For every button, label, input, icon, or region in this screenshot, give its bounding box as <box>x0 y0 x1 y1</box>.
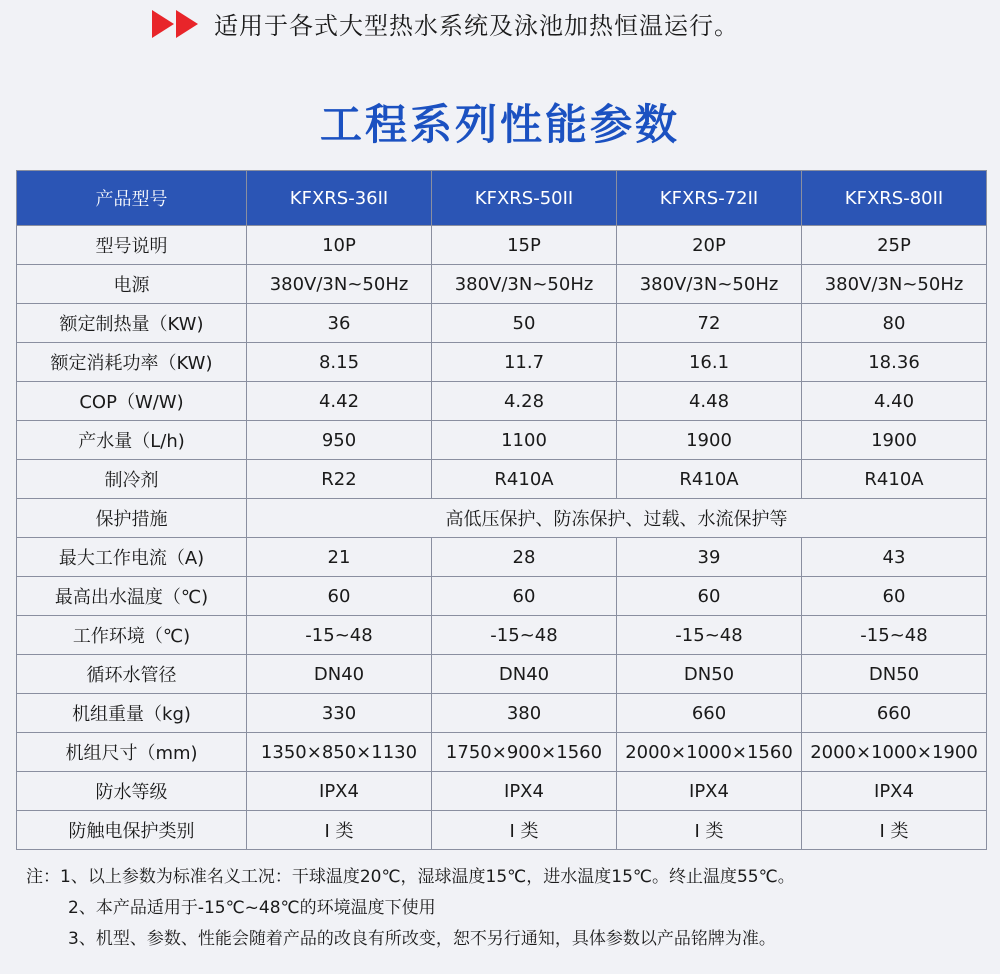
notes <box>26 862 795 955</box>
table-cell: 25P <box>802 226 987 265</box>
row-label: 额定消耗功率（KW) <box>17 343 247 382</box>
header-model-4: KFXRS-80II <box>802 171 987 226</box>
table-cell: R410A <box>617 460 802 499</box>
table-cell: 50 <box>432 304 617 343</box>
header-model-3: KFXRS-72II <box>617 171 802 226</box>
table-cell: 4.48 <box>617 382 802 421</box>
table-row <box>17 655 987 694</box>
table-cell: 16.1 <box>617 343 802 382</box>
table-cell: 380V/3N~50Hz <box>802 265 987 304</box>
header-model-1: KFXRS-36II <box>247 171 432 226</box>
table-cell: 21 <box>247 538 432 577</box>
table-row <box>17 226 987 265</box>
row-label: 额定制热量（KW) <box>17 304 247 343</box>
table-row <box>17 304 987 343</box>
table-cell: 36 <box>247 304 432 343</box>
table-cell: I 类 <box>802 811 987 850</box>
note-1: 注：1、以上参数为标准名义工况：干球温度20℃，湿球温度15℃，进水温度15℃。终止温度55℃。 <box>26 867 795 887</box>
table-cell: 1350×850×1130 <box>247 733 432 772</box>
row-label: 防触电保护类别 <box>17 811 247 850</box>
table-cell: IPX4 <box>247 772 432 811</box>
table-cell: 80 <box>802 304 987 343</box>
table-row <box>17 538 987 577</box>
table-cell: 1100 <box>432 421 617 460</box>
table-row <box>17 421 987 460</box>
table-cell: R22 <box>247 460 432 499</box>
table-cell: 60 <box>432 577 617 616</box>
row-label: 制冷剂 <box>17 460 247 499</box>
note-3: 3、机型、参数、性能会随着产品的改良有所改变，恕不另行通知，具体参数以产品铭牌为准。 <box>68 929 776 949</box>
row-label: 产水量（L/h) <box>17 421 247 460</box>
table-cell: 72 <box>617 304 802 343</box>
table-cell: I 类 <box>247 811 432 850</box>
table-row <box>17 382 987 421</box>
table-cell: IPX4 <box>617 772 802 811</box>
table-cell: 8.15 <box>247 343 432 382</box>
row-label: 循环水管径 <box>17 655 247 694</box>
table-row <box>17 733 987 772</box>
table-cell: 660 <box>617 694 802 733</box>
table-cell: IPX4 <box>432 772 617 811</box>
table-row <box>17 460 987 499</box>
table-cell: DN50 <box>617 655 802 694</box>
row-label: 保护措施 <box>17 499 247 538</box>
table-cell: 330 <box>247 694 432 733</box>
table-cell: 4.28 <box>432 382 617 421</box>
table-cell: 950 <box>247 421 432 460</box>
table-cell: DN40 <box>247 655 432 694</box>
header-model-2: KFXRS-50II <box>432 171 617 226</box>
table-row <box>17 811 987 850</box>
row-label: 型号说明 <box>17 226 247 265</box>
row-label: 机组尺寸（mm) <box>17 733 247 772</box>
table-cell: 380V/3N~50Hz <box>247 265 432 304</box>
table-cell: 39 <box>617 538 802 577</box>
table-cell: 18.36 <box>802 343 987 382</box>
page-title: 工程系列性能参数 <box>319 100 680 149</box>
table-cell: 10P <box>247 226 432 265</box>
table-cell: IPX4 <box>802 772 987 811</box>
table-cell: 28 <box>432 538 617 577</box>
table-cell: 380V/3N~50Hz <box>432 265 617 304</box>
table-cell: 4.42 <box>247 382 432 421</box>
table-cell: -15~48 <box>617 616 802 655</box>
note-2: 2、本产品适用于-15℃~48℃的环境温度下使用 <box>68 898 436 918</box>
table-cell-merged: 高低压保护、防冻保护、过载、水流保护等 <box>247 499 987 538</box>
table-cell: DN40 <box>432 655 617 694</box>
row-label: 机组重量（kg) <box>17 694 247 733</box>
table-cell: 60 <box>617 577 802 616</box>
table-cell: 4.40 <box>802 382 987 421</box>
table-cell: -15~48 <box>802 616 987 655</box>
table-cell: 380 <box>432 694 617 733</box>
table-cell: R410A <box>432 460 617 499</box>
table-row <box>17 499 987 538</box>
table-row <box>17 265 987 304</box>
table-cell: -15~48 <box>432 616 617 655</box>
table-cell: R410A <box>802 460 987 499</box>
row-label: 最高出水温度（℃) <box>17 577 247 616</box>
row-label: COP（W/W) <box>17 382 247 421</box>
table-row <box>17 577 987 616</box>
table-row <box>17 694 987 733</box>
table-header-row <box>17 171 987 226</box>
table-cell: 2000×1000×1900 <box>802 733 987 772</box>
row-label: 最大工作电流（A) <box>17 538 247 577</box>
row-label: 电源 <box>17 265 247 304</box>
table-cell: 15P <box>432 226 617 265</box>
table-cell: I 类 <box>432 811 617 850</box>
table-cell: 1900 <box>802 421 987 460</box>
table-cell: -15~48 <box>247 616 432 655</box>
table-cell: 1900 <box>617 421 802 460</box>
table-cell: 11.7 <box>432 343 617 382</box>
intro-text: 适用于各式大型热水系统及泳池加热恒温运行。 <box>214 12 739 40</box>
table-cell: 43 <box>802 538 987 577</box>
row-label: 工作环境（℃) <box>17 616 247 655</box>
table-row <box>17 616 987 655</box>
table-cell: 20P <box>617 226 802 265</box>
table-cell: 380V/3N~50Hz <box>617 265 802 304</box>
table-row <box>17 772 987 811</box>
header-model-label: 产品型号 <box>17 171 247 226</box>
table-row <box>17 343 987 382</box>
intro-line <box>0 0 1000 46</box>
table-cell: 60 <box>802 577 987 616</box>
table-cell: 1750×900×1560 <box>432 733 617 772</box>
spec-table <box>16 170 987 850</box>
table-cell: 660 <box>802 694 987 733</box>
double-arrow-icon <box>152 10 202 38</box>
table-cell: I 类 <box>617 811 802 850</box>
table-cell: 60 <box>247 577 432 616</box>
row-label: 防水等级 <box>17 772 247 811</box>
table-cell: DN50 <box>802 655 987 694</box>
table-cell: 2000×1000×1560 <box>617 733 802 772</box>
